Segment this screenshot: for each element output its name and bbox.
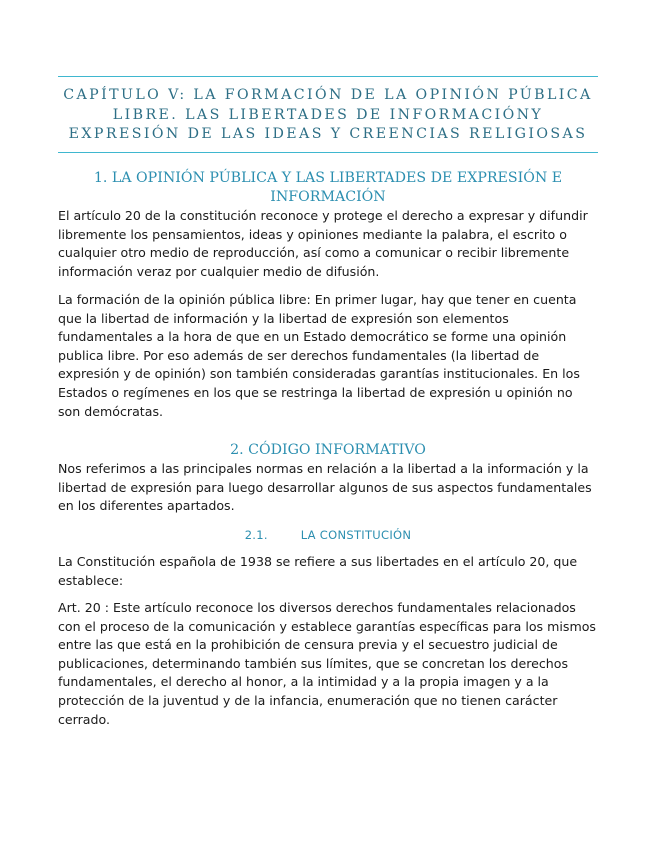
subsection-title: LA CONSTITUCIÓN bbox=[300, 528, 412, 542]
subsection-paragraph-2: Art. 20 : Este artículo reconoce los diversos derechos fundamentales relacionados con el proceso de la comunicación y establece garantías específicas para los mismos entre las que está en la prohibición de censura previa y el secuestro judicial de publicaciones, determinando también sus límites, que se concretan los derechos fundamentales, el derecho al honor, a la intimidad y a la propia imagen y a la protección de la juventud y de la infancia, enumeración que no tienen carácter cerrado. bbox=[58, 600, 596, 727]
section-2-heading: 2. CÓDIGO INFORMATIVO bbox=[230, 442, 426, 458]
subsection-paragraph-1: La Constitución española de 1938 se refiere a sus libertades en el artículo 20, que establece: bbox=[58, 554, 578, 588]
section-2-paragraph-1: Nos referimos a las principales normas en relación a la libertad a la información y la libertad de expresión para luego desarrollar algunos de sus aspectos fundamentales en los diferentes apartados. bbox=[58, 461, 592, 514]
subsection-2-1-heading bbox=[58, 527, 598, 543]
section-1-paragraph-2: La formación de la opinión pública libre: En primer lugar, hay que tener en cuenta que la libertad de información y la libertad de expresión son elementos fundamentales a la hora de que en un Estado democrático se forme una opinión publica libre. Por eso además de ser derechos fundamentales (la libertad de expresión y de opinión) son también consideradas garantías institucionales. En los Estados o regímenes en los que se restringa la libertad de expresión u opinión no son demócratas. bbox=[58, 292, 580, 419]
chapter-header bbox=[58, 76, 598, 153]
subsection-number: 2.1. bbox=[244, 528, 268, 542]
section-1-heading: 1. LA OPINIÓN PÚBLICA Y LAS LIBERTADES DE EXPRESIÓN E INFORMACIÓN bbox=[93, 170, 563, 205]
section-1-paragraph-1: El artículo 20 de la constitución reconoce y protege el derecho a expresar y difundir libremente los pensamientos, ideas y opiniones mediante la palabra, el escrito o cualquier otro medio de reproducción, así como a comunicar o recibir libremente información veraz por cualquier medio de difusión. bbox=[58, 208, 588, 279]
chapter-title: CAPÍTULO V: LA FORMACIÓN DE LA OPINIÓN PÚBLICA LIBRE. LAS LIBERTADES DE INFORMACIÓNY EXPRESIÓN DE LAS IDEAS Y CREENCIAS RELIGIOSAS bbox=[63, 87, 593, 142]
